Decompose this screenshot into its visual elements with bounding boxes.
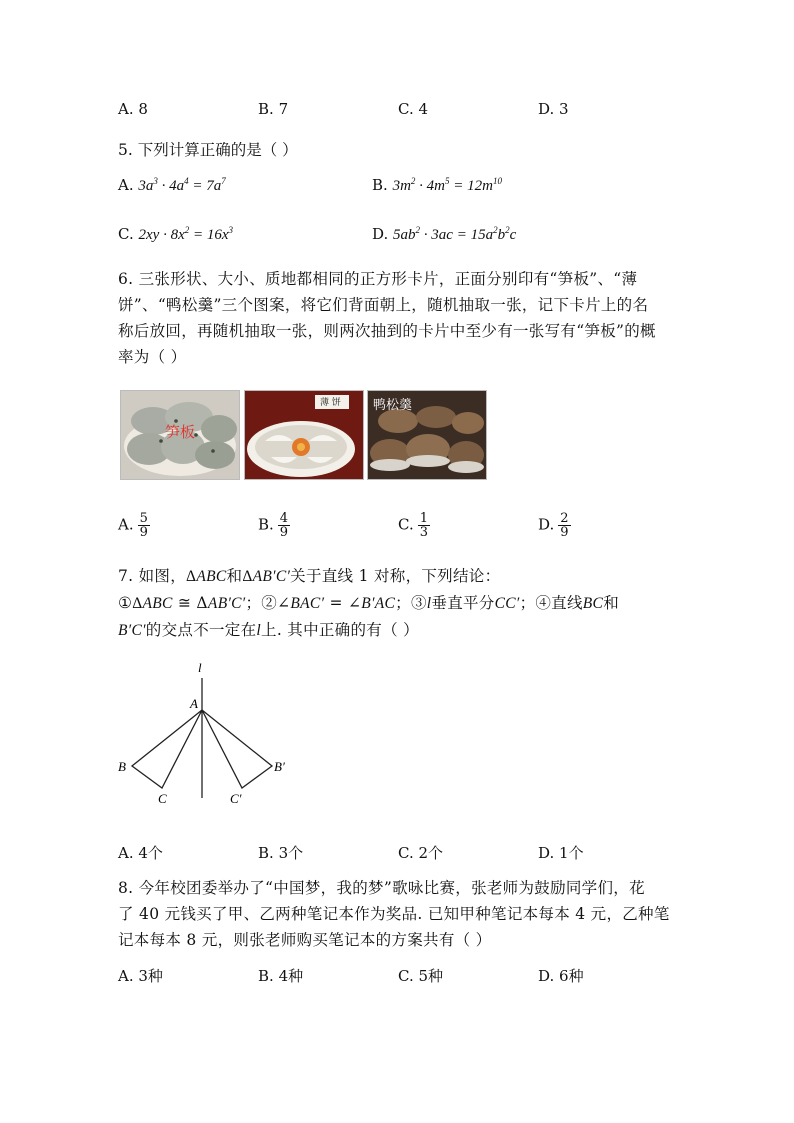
baobing-image [245, 391, 363, 479]
sunban-label: 笋板 [165, 423, 196, 441]
q6-fraction-c: $\frac{1}{3}$ [419, 511, 428, 540]
q4-option-d[interactable]: D. 3 [538, 100, 569, 118]
q5-formula-d: $5ab^2 \cdot 3ac = 15a^2b^2c$ [393, 225, 517, 243]
q6-fraction-b: $\frac{4}{9}$ [279, 511, 289, 540]
q8-stem: 8. 今年校团委举办了“中国梦，我的梦”歌咏比赛，张老师为鼓励同学们，花 了 40 元钱买了甲、乙两种笔记本作为奖品. 已知甲种笔记本每本 4 元，乙种笔 记本每本 8 元，则张老师购买笔记本的方案共有（ ） [118, 879, 670, 949]
q6-option-d[interactable]: D. $\frac{2}{9}$ [538, 511, 569, 540]
q7-stem: 7. 如图，ΔABC和ΔAB′C′关于直线 1 对称，下列结论： ①ΔABC ≅ ΔAB′C′；②∠BAC′ = ∠B′AC；③l垂直平分CC′；④直线BC和 B′C′的交点不一定在l上. 其中正确的有（ ） [118, 567, 619, 639]
baobing-photo [244, 390, 364, 480]
sunban-photo [120, 390, 240, 480]
q7-option-a[interactable]: A. 4个 [118, 844, 163, 862]
q8-option-b[interactable]: B. 4种 [258, 967, 304, 985]
q6-option-c[interactable]: C. $\frac{1}{3}$ [398, 511, 428, 540]
q7-option-c[interactable]: C. 2个 [398, 844, 444, 862]
symmetry-figure [112, 658, 302, 808]
yasonggeng-label: 鸭松羹 [373, 398, 413, 413]
q5-stem: 5. 下列计算正确的是（ ） [118, 141, 298, 159]
q4-option-a[interactable]: A. 8 [118, 100, 148, 118]
q7-option-d[interactable]: D. 1个 [538, 844, 584, 862]
q5-option-c[interactable]: C. $2xy \cdot 8x^2 = 16x^3$ [118, 225, 234, 243]
q5-option-d[interactable]: D. $5ab^2 \cdot 3ac = 15a^2b^2c$ [372, 225, 517, 243]
triangle-abc-prime [202, 710, 272, 788]
label-a: A [190, 696, 198, 711]
q8-option-c[interactable]: C. 5种 [398, 967, 444, 985]
label-c-prime: C′ [230, 791, 242, 806]
q6-option-a[interactable]: A. $\frac{5}{9}$ [118, 511, 148, 540]
label-b-prime: B′ [274, 759, 285, 774]
q8-option-d[interactable]: D. 6种 [538, 967, 584, 985]
q5-formula-a: $3a^3 \cdot 4a^4 = 7a^7$ [138, 176, 226, 194]
q5-option-a[interactable]: A. $3a^3 \cdot 4a^4 = 7a^7$ [118, 176, 226, 194]
q7-option-b[interactable]: B. 3个 [258, 844, 304, 862]
q8-option-a[interactable]: A. 3种 [118, 967, 163, 985]
q5-formula-c: $2xy \cdot 8x^2 = 16x^3$ [138, 225, 234, 243]
q6-stem: 6. 三张形状、大小、质地都相同的正方形卡片，正面分别印有“笋板”、“薄 饼”、“鸭松羹”三个图案，将它们背面朝上，随机抽取一张，记下卡片上的名 称后放回，再随机抽取一张，则两次抽到的卡片中至少有一张写有“笋板”的概 率为（ ） [118, 270, 656, 366]
label-c: C [158, 791, 167, 806]
q4-option-c[interactable]: C. 4 [398, 100, 429, 118]
q6-fraction-a: $\frac{5}{9}$ [139, 511, 148, 540]
baobing-label: 薄 饼 [320, 398, 341, 408]
label-l: l [198, 660, 202, 675]
q6-option-b[interactable]: B. $\frac{4}{9}$ [258, 511, 289, 540]
q5-option-b[interactable]: B. $3m^2 \cdot 4m^5 = 12m^{10}$ [372, 176, 502, 194]
yasonggeng-photo [367, 390, 487, 480]
triangle-abc [132, 710, 202, 788]
q4-option-b[interactable]: B. 7 [258, 100, 289, 118]
q5-formula-b: $3m^2 \cdot 4m^5 = 12m^{10}$ [392, 176, 502, 194]
label-b: B [118, 759, 126, 774]
q6-fraction-d: $\frac{2}{9}$ [560, 511, 569, 540]
